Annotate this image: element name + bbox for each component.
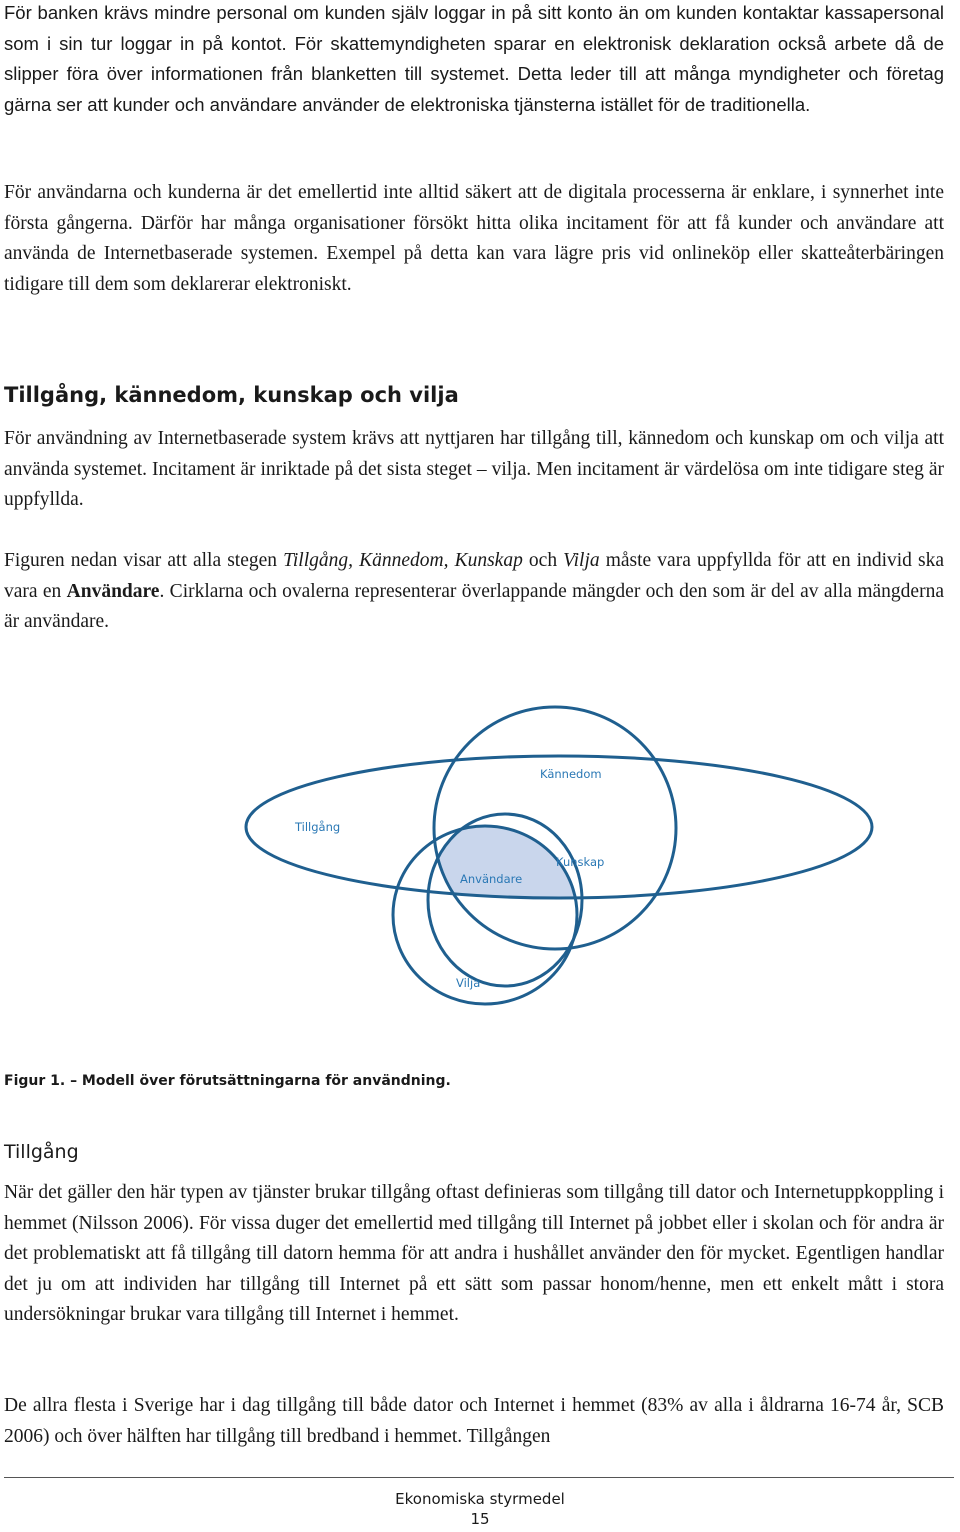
paragraph-4-italic-vilja: Vilja — [563, 550, 600, 571]
paragraph-4-italic-steps: Tillgång, Kännedom, Kunskap — [283, 550, 523, 571]
label-kunskap: Kunskap — [556, 855, 605, 869]
paragraph-4-text-3: måste vara uppfyllda för att en individ ska vara en — [4, 550, 945, 602]
label-kannedom: Kännedom — [540, 767, 602, 781]
paragraph-5: När det gäller den här typen av tjänster brukar tillgång oftast definieras som tillgång till dator och Internetuppkoppling i hemmet (Nilsson 2006). För vissa duger det emellertid med tillgång till Internet på jobbet eller i skolan och för andra är det problematiskt att få tillgång till datorn hemma för att andra i hushållet använder den för mycket. Egentligen handlar det ju om att individen har tillgång till Internet på ett sätt som passar honom/henne, men ett enkelt mått i stora undersökningar brukar vara tillgång till Internet i hemmet. — [4, 1182, 944, 1325]
paragraph-4-text-4: . Cirklarna och ovalerna representerar överlappande mängder och den som är del av alla mängderna är användare. — [4, 580, 944, 632]
label-vilja: Vilja — [456, 976, 481, 990]
section-heading: Tillgång, kännedom, kunskap och vilja — [4, 383, 459, 407]
label-tillgang: Tillgång — [295, 820, 341, 834]
paragraph-1: För banken krävs mindre personal om kunden själv loggar in på sitt konto än om kunden kontaktar kassapersonal som i sin tur loggar in på kontot. För skattemyndigheten sparar en elektronisk deklaration också arbete då de slipper föra över informationen från blanketten till systemet. Detta leder till att många myndigheter och företag gärna ser att kunder och användare använder de elektroniska tjänsterna istället för de traditionella. — [4, 2, 944, 115]
paragraph-3: För användning av Internetbaserade system krävs att nyttjaren har tillgång till, kännedom och kunskap om och vilja att använda systemet. Incitament är inriktade på det sista steget – vilja. Men incitament är värdelösa om inte tidigare steg är uppfyllda. — [4, 428, 944, 510]
paragraph-2: För användarna och kunderna är det emellertid inte alltid säkert att de digitala processerna är enklare, i synnerhet inte första gångerna. Därför har många organisationer försökt hitta olika incitament för att få kunder och användare att använda de Internetbaserade systemen. Exempel på detta kan vara lägre pris vid onlineköp eller skatteåterbäringen tidigare till dem som deklarerar elektroniskt. — [4, 182, 944, 295]
paragraph-4-text-2: och — [522, 550, 564, 571]
paragraph-4-text-1: Figuren nedan visar att alla stegen — [4, 550, 284, 571]
label-anvandare: Användare — [460, 872, 523, 886]
footer-publication: Ekonomiska styrmedel — [395, 1490, 565, 1508]
footer-divider — [4, 1477, 954, 1478]
venn-diagram — [0, 690, 960, 1050]
paragraph-4 — [4, 546, 944, 638]
footer-page-number: 15 — [470, 1510, 490, 1528]
paragraph-4-bold-anvandare: Användare — [66, 580, 160, 602]
paragraph-6: De allra flesta i Sverige har i dag tillgång till både dator och Internet i hemmet (83% av alla i åldrarna 16-74 år, SCB 2006) och över hälften har tillgång till bredband i hemmet. Tillgången — [4, 1395, 944, 1447]
figure-caption: Figur 1. – Modell över förutsättningarna för användning. — [4, 1073, 451, 1089]
subsection-heading: Tillgång — [4, 1141, 79, 1163]
